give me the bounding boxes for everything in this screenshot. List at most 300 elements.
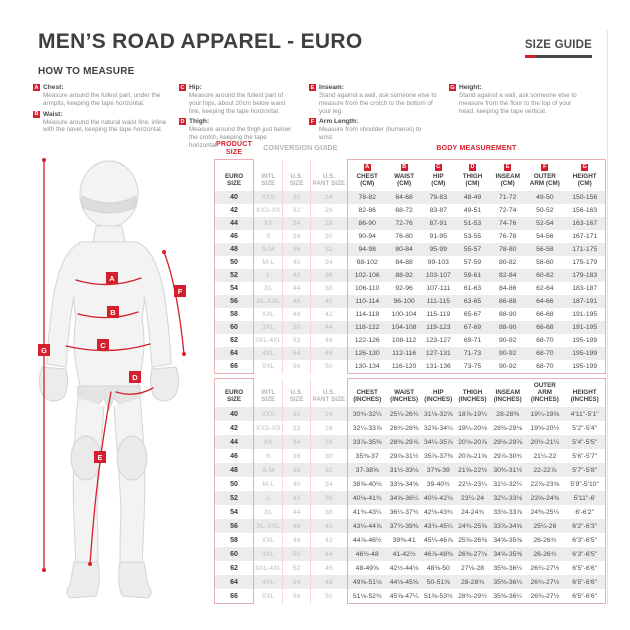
cell: 48 bbox=[215, 463, 254, 477]
cell: 131-136 bbox=[422, 360, 455, 374]
table-row bbox=[215, 435, 606, 449]
cell: 58-60 bbox=[536, 259, 554, 266]
page-header bbox=[38, 30, 592, 54]
cell: 34⅝-35⅜ bbox=[493, 550, 523, 558]
cell: 191-195 bbox=[564, 321, 605, 334]
cell: XXS-XS bbox=[255, 207, 281, 214]
cell: 26¾-28⅜ bbox=[389, 424, 419, 432]
instruction-name: Waist: bbox=[43, 110, 63, 118]
measure-dot bbox=[88, 562, 92, 566]
cell: 26 bbox=[310, 204, 347, 217]
cell: 23⅝-24⅜ bbox=[530, 494, 560, 502]
cell: 167-171 bbox=[564, 230, 605, 243]
cell: 54 bbox=[283, 347, 310, 360]
size-tables bbox=[214, 141, 606, 604]
cell: 40 bbox=[283, 256, 310, 269]
cell: 69-71 bbox=[463, 337, 482, 344]
cell: 51-53 bbox=[463, 220, 482, 227]
table-row bbox=[215, 321, 606, 334]
cell: 56 bbox=[215, 295, 254, 308]
cell: 122-126 bbox=[347, 334, 386, 347]
instruction-text: Measure from shoulder (humerus) to wrist. bbox=[319, 126, 422, 142]
cell: L bbox=[266, 272, 271, 279]
cell: 6'3"-6'5" bbox=[564, 533, 605, 547]
cell: 60 bbox=[215, 547, 254, 561]
letter-chip: E bbox=[505, 164, 510, 170]
cell: 107-111 bbox=[426, 285, 451, 292]
instruction-column bbox=[33, 84, 179, 153]
table-row bbox=[215, 191, 606, 204]
table-group-header-row bbox=[215, 141, 606, 160]
cell: 76-80 bbox=[395, 233, 413, 240]
column-header: THIGH (INCHES) bbox=[455, 379, 490, 408]
column-header: U.S. PANT SIZE bbox=[310, 379, 347, 408]
cell: 100-104 bbox=[391, 311, 417, 318]
letter-chip: F bbox=[543, 164, 547, 170]
cell: 46 bbox=[283, 295, 310, 308]
table-row bbox=[215, 360, 606, 374]
cell: 33⅞-35⅜ bbox=[347, 435, 386, 449]
cell: 30 bbox=[283, 191, 310, 204]
cell: 34 bbox=[310, 256, 347, 269]
instruction-text: Measure around the thigh just below the crotch, keeping the tape horizontal. bbox=[189, 126, 291, 149]
table-row bbox=[215, 204, 606, 217]
cell: 41¾-43¼ bbox=[347, 505, 386, 519]
cell: 37-38⅝ bbox=[347, 463, 386, 477]
cell: 35⅞-37⅜ bbox=[423, 452, 453, 460]
cell: 22-22⅞ bbox=[533, 466, 557, 474]
cell: 34 bbox=[283, 435, 310, 449]
table-row bbox=[215, 505, 606, 519]
cell: 34 bbox=[310, 477, 347, 491]
cell: 31½-32¼ bbox=[493, 480, 523, 488]
cell: 52 bbox=[283, 334, 310, 347]
right-knee-pad bbox=[117, 436, 147, 480]
letter-chip: G bbox=[582, 164, 587, 170]
cell: 19¼-19⅝ bbox=[530, 410, 560, 418]
cell: 50 bbox=[215, 256, 254, 269]
cell: 26-26¾ bbox=[533, 550, 557, 558]
cell: 42 bbox=[310, 533, 347, 547]
cell: 48 bbox=[310, 347, 347, 360]
column-header: HIP (INCHES) bbox=[422, 379, 455, 408]
cell: 32 bbox=[283, 421, 310, 435]
cell: 48 bbox=[215, 243, 254, 256]
cell: 44 bbox=[283, 505, 310, 519]
cell: 71-73 bbox=[463, 350, 482, 357]
column-header: U.S. PANT SIZE bbox=[310, 160, 347, 192]
cell: 30 bbox=[310, 230, 347, 243]
how-to-measure-heading: HOW TO MEASURE bbox=[38, 66, 135, 77]
table-row bbox=[215, 243, 606, 256]
cell: XXS bbox=[261, 194, 276, 201]
cell: 36 bbox=[310, 269, 347, 282]
cell: 20⅞-21⅝ bbox=[458, 452, 487, 460]
letter-chip: D bbox=[180, 118, 185, 125]
svg-text:C: C bbox=[100, 341, 106, 350]
cell: 195-199 bbox=[564, 347, 605, 360]
figure-label-inseam bbox=[94, 451, 106, 463]
cell: XXL bbox=[261, 536, 275, 544]
cell: 126-130 bbox=[347, 347, 386, 360]
cell: 78-80 bbox=[499, 246, 517, 253]
cell: 68-72 bbox=[395, 207, 413, 214]
cell: 20½-21¼ bbox=[530, 438, 560, 446]
cell: 38 bbox=[310, 282, 347, 295]
letter-chip: E bbox=[310, 84, 315, 91]
cell: 40 bbox=[310, 519, 347, 533]
cell: 56-58 bbox=[536, 246, 554, 253]
cell: 44 bbox=[215, 435, 254, 449]
cell: XL bbox=[264, 508, 273, 516]
cell: 175-179 bbox=[564, 256, 605, 269]
column-header: OUTER ARM (INCHES) bbox=[525, 379, 564, 408]
cell: 5XL bbox=[262, 363, 275, 371]
table-row bbox=[215, 308, 606, 321]
cell: 5XL bbox=[262, 592, 275, 600]
cell: 32⅝-34¼ bbox=[423, 424, 453, 432]
left-boot bbox=[67, 562, 99, 598]
cell: 56 bbox=[215, 519, 254, 533]
column-header: U.S. SIZE bbox=[283, 379, 310, 408]
table-row bbox=[215, 282, 606, 295]
cell: 88-90 bbox=[499, 311, 517, 318]
cell: 112-116 bbox=[392, 350, 417, 357]
cell: 187-191 bbox=[564, 295, 605, 308]
size-guide-tab[interactable]: SIZE GUIDE bbox=[525, 39, 592, 58]
cell: 90-94 bbox=[347, 230, 386, 243]
cell: 68-70 bbox=[536, 350, 554, 357]
cell: 55-57 bbox=[463, 246, 482, 253]
cell: 50 bbox=[283, 321, 310, 334]
cell: 108-112 bbox=[391, 337, 417, 344]
cell: 30 bbox=[310, 449, 347, 463]
cell: 35⅜-36¼ bbox=[490, 589, 525, 604]
size-table-inches bbox=[214, 378, 606, 604]
cell: 90-92 bbox=[499, 337, 517, 344]
instruction-text: Measure around the fullest part of your hips, about 20cm below waist line, keeping the tape horizontal. bbox=[189, 92, 286, 115]
cell: 41-42½ bbox=[392, 550, 416, 558]
cell: 28⅜-29⅞ bbox=[389, 438, 419, 446]
column-header: WAIST (INCHES) bbox=[387, 379, 422, 408]
cell: 6'3"-6'5" bbox=[564, 547, 605, 561]
cell: 68-70 bbox=[536, 337, 554, 344]
letter-chip: G bbox=[450, 84, 455, 91]
cell: 42 bbox=[215, 421, 254, 435]
cell: 40⅛-41¾ bbox=[347, 491, 386, 505]
figure-label-hip bbox=[97, 339, 109, 351]
column-header: INTL SIZE bbox=[261, 389, 276, 403]
cell: 106-110 bbox=[347, 282, 386, 295]
cell: 42 bbox=[283, 269, 310, 282]
cell: XS bbox=[263, 220, 273, 227]
instruction-text: Stand against a wall, ask someone else to measure from the crotch to the bottom of your leg. bbox=[319, 92, 437, 115]
cell: 18⅞-19¼ bbox=[458, 410, 487, 418]
cell: 52 bbox=[215, 491, 254, 505]
cell: 44⅞-46½ bbox=[347, 533, 386, 547]
cell: 26¾-27½ bbox=[530, 564, 560, 572]
cell: 28¾-29½ bbox=[455, 589, 490, 604]
column-header: B WAIST (CM) bbox=[387, 160, 422, 192]
table-row bbox=[215, 449, 606, 463]
cell: 24-24¾ bbox=[460, 508, 485, 516]
cell: 28-28¾ bbox=[460, 578, 485, 586]
cell: 110-114 bbox=[347, 295, 386, 308]
cell: 64-66 bbox=[536, 298, 554, 305]
cell: 66-68 bbox=[536, 311, 554, 318]
cell: 40 bbox=[215, 191, 254, 204]
cell: 32¼-33⅛ bbox=[493, 494, 523, 502]
group-header-conversion-guide: CONVERSION GUIDE bbox=[263, 145, 338, 152]
cell: 25¼-26¾ bbox=[389, 410, 419, 418]
cell: 90-92 bbox=[499, 350, 517, 357]
cell: 38 bbox=[310, 505, 347, 519]
cell: 44 bbox=[310, 547, 347, 561]
cell: 24 bbox=[310, 191, 347, 204]
cell: 50-51⅝ bbox=[426, 578, 450, 586]
table-row bbox=[215, 589, 606, 604]
cell: 34⅝-36¼ bbox=[389, 494, 419, 502]
cell: 50 bbox=[310, 360, 347, 374]
right-glove bbox=[150, 367, 178, 401]
cell: 20⅛-20⅞ bbox=[458, 438, 487, 446]
cell: 74-76 bbox=[499, 220, 517, 227]
cell: 6'5"-6'6" bbox=[564, 575, 605, 589]
cell: 32 bbox=[310, 463, 347, 477]
cell: 61-63 bbox=[463, 285, 482, 292]
cell: 91-95 bbox=[429, 233, 447, 240]
cell: 26¾-27½ bbox=[530, 578, 560, 586]
cell: 32 bbox=[283, 204, 310, 217]
table-row bbox=[215, 547, 606, 561]
cell: 28⅜-29⅛ bbox=[493, 424, 523, 432]
cell: 42½-44⅛ bbox=[389, 564, 419, 572]
cell: 24⅜-25¼ bbox=[530, 508, 560, 516]
cell: 53-55 bbox=[463, 233, 482, 240]
cell: 58 bbox=[215, 533, 254, 547]
cell: 46 bbox=[310, 561, 347, 575]
cell: 40½-42⅛ bbox=[423, 494, 453, 502]
cell: 48-49 bbox=[463, 194, 482, 201]
table-row bbox=[215, 295, 606, 308]
cell: 5'2"-5'4" bbox=[564, 421, 605, 435]
measure-instruction-armlength bbox=[309, 118, 437, 142]
instruction-name: Thigh: bbox=[189, 118, 210, 126]
measure-instruction-waist bbox=[33, 111, 167, 135]
cell: 66 bbox=[215, 360, 254, 374]
measure-instruction-height bbox=[449, 84, 581, 115]
column-header: A CHEST (CM) bbox=[347, 160, 386, 192]
cell: 35⅜-36¼ bbox=[493, 564, 523, 572]
cell: 36 bbox=[283, 449, 310, 463]
cell: 66-68 bbox=[536, 324, 554, 331]
letter-chip: B bbox=[34, 111, 39, 118]
cell: 30 bbox=[283, 407, 310, 421]
cell: 3XL-4XL bbox=[255, 337, 282, 344]
cell: 32 bbox=[310, 243, 347, 256]
cell: 98-102 bbox=[347, 256, 386, 269]
cell: 6'5"-6'6" bbox=[564, 589, 605, 604]
column-header: D THIGH (CM) bbox=[455, 160, 490, 192]
table-row bbox=[215, 269, 606, 282]
cell: 44 bbox=[283, 282, 310, 295]
cell: 28 bbox=[310, 217, 347, 230]
cell: 30¾-31½ bbox=[493, 466, 523, 474]
cell: 50 bbox=[310, 589, 347, 604]
table-row bbox=[215, 421, 606, 435]
cell: 68-70 bbox=[525, 360, 564, 374]
cell: 21¼-22 bbox=[533, 452, 557, 460]
page-right-divider bbox=[607, 30, 608, 605]
cell: 4XL bbox=[262, 578, 275, 586]
cell: 64 bbox=[215, 575, 254, 589]
cell: 103-107 bbox=[425, 272, 451, 279]
cell: 26⅜-27⅛ bbox=[458, 550, 487, 558]
cell: 72-74 bbox=[499, 207, 517, 214]
size-table-cm bbox=[214, 141, 606, 374]
cell: 36 bbox=[310, 491, 347, 505]
cell: 5'9"-5'10" bbox=[564, 477, 605, 491]
cell: 48 bbox=[283, 308, 310, 321]
cell: 31⅛-32⅝ bbox=[423, 410, 453, 418]
cell: 36 bbox=[283, 230, 310, 243]
cell: 37⅜-39 bbox=[426, 466, 450, 474]
cell: 4'11"-5'1" bbox=[564, 407, 605, 421]
instruction-name: Height: bbox=[459, 84, 482, 91]
instruction-name: Inseam: bbox=[319, 84, 344, 91]
cell: 54 bbox=[283, 575, 310, 589]
cell: 115-119 bbox=[426, 311, 451, 318]
cell: 56 bbox=[283, 589, 310, 604]
cell: 35⅜-36¼ bbox=[493, 578, 523, 586]
cell: 38⅝-40⅛ bbox=[347, 477, 386, 491]
page-title: MEN’S ROAD APPAREL - EURO bbox=[38, 30, 363, 53]
cell: S-M bbox=[262, 466, 275, 474]
cell: 50-52 bbox=[536, 207, 554, 214]
cell: 73-75 bbox=[455, 360, 490, 374]
cell: 179-183 bbox=[564, 269, 605, 282]
cell: 38 bbox=[283, 243, 310, 256]
cell: 46 bbox=[215, 230, 254, 243]
cell: 119-123 bbox=[426, 324, 451, 331]
cell: 39⅜-41 bbox=[392, 536, 416, 544]
cell: 4XL bbox=[262, 350, 275, 357]
cell: 35⅜-37 bbox=[347, 449, 386, 463]
letter-chip: C bbox=[180, 84, 185, 91]
cell: 171-175 bbox=[564, 243, 605, 256]
cell: XL-XXL bbox=[256, 298, 280, 305]
cell: 52 bbox=[215, 269, 254, 282]
cell: 95-99 bbox=[429, 246, 447, 253]
group-header-body-measurement: BODY MEASUREMENT bbox=[436, 144, 517, 152]
figure-label-height bbox=[38, 344, 50, 356]
cell: 90-92 bbox=[490, 360, 525, 374]
cell: 26¾-27½ bbox=[525, 589, 564, 604]
cell: 50 bbox=[215, 477, 254, 491]
cell: 45⅝-47¼ bbox=[387, 589, 422, 604]
cell: 42 bbox=[215, 204, 254, 217]
cell: 28 bbox=[310, 435, 347, 449]
cell: 183-187 bbox=[564, 282, 605, 295]
cell: 86-88 bbox=[499, 298, 517, 305]
cell: 84-88 bbox=[395, 259, 413, 266]
cell: 116-120 bbox=[387, 360, 422, 374]
cell: 32¼-33⅞ bbox=[347, 421, 386, 435]
column-header: HEIGHT (INCHES) bbox=[564, 379, 605, 408]
cell: 28-28⅜ bbox=[496, 410, 520, 418]
cell: M-L bbox=[262, 259, 275, 266]
instruction-text: Stand against a wall, ask someone else to measure from the floor to the top of your head, keeping the tape vertical. bbox=[459, 92, 577, 115]
figure-label-chest bbox=[106, 272, 118, 284]
cell: 191-195 bbox=[564, 308, 605, 321]
table-row bbox=[215, 561, 606, 575]
cell: 46½-48 bbox=[347, 547, 386, 561]
cell: 96-100 bbox=[393, 298, 415, 305]
cell: S bbox=[265, 233, 271, 240]
cell: 88-92 bbox=[395, 272, 413, 279]
cell: 60 bbox=[215, 321, 254, 334]
table-row bbox=[215, 477, 606, 491]
table-row bbox=[215, 519, 606, 533]
cell: XL-XXL bbox=[256, 522, 280, 530]
cell: 23¼-24 bbox=[460, 494, 485, 502]
cell: 54-56 bbox=[536, 233, 554, 240]
table-row bbox=[215, 491, 606, 505]
cell: 80-82 bbox=[499, 259, 517, 266]
cell: 26-26¾ bbox=[533, 536, 557, 544]
svg-text:G: G bbox=[41, 346, 47, 355]
cell: 46 bbox=[310, 334, 347, 347]
cell: 66 bbox=[215, 589, 254, 604]
cell: 33⅞-34⅝ bbox=[493, 522, 523, 530]
instruction-name: Arm Length: bbox=[319, 118, 359, 126]
column-header: INTL SIZE bbox=[261, 173, 276, 187]
cell: 44 bbox=[310, 321, 347, 334]
table-row bbox=[215, 463, 606, 477]
cell: 49-51 bbox=[463, 207, 482, 214]
instruction-text: Measure around the fullest part, under the armpits, keeping the tape horizontal. bbox=[43, 92, 161, 107]
cell: 114-118 bbox=[347, 308, 386, 321]
cell: 33⅛-34⅝ bbox=[389, 480, 419, 488]
cell: 156-163 bbox=[564, 204, 605, 217]
cell: 50 bbox=[283, 547, 310, 561]
cell: 49⅝-51⅛ bbox=[347, 575, 386, 589]
column-header: CHEST (INCHES) bbox=[347, 379, 386, 408]
cell: XXL bbox=[261, 311, 275, 318]
cell: 58 bbox=[215, 308, 254, 321]
cell: 24 bbox=[310, 407, 347, 421]
cell: 3XL-4XL bbox=[255, 564, 282, 572]
svg-text:E: E bbox=[97, 453, 103, 462]
cell: 29⅞-30¾ bbox=[493, 452, 523, 460]
right-boot bbox=[119, 562, 151, 598]
cell: 40 bbox=[310, 295, 347, 308]
letter-chip: B bbox=[402, 164, 407, 170]
cell: 150-156 bbox=[564, 191, 605, 204]
cell: 127-131 bbox=[425, 350, 451, 357]
cell: 54 bbox=[215, 282, 254, 295]
svg-text:D: D bbox=[132, 373, 138, 382]
cell: 64-68 bbox=[395, 194, 413, 201]
cell: 3XL bbox=[262, 324, 275, 331]
cell: 52 bbox=[283, 561, 310, 575]
svg-text:F: F bbox=[177, 287, 183, 296]
cell: 118-122 bbox=[347, 321, 386, 334]
figure-label-thigh bbox=[129, 371, 141, 383]
letter-chip: C bbox=[436, 164, 441, 170]
cell: 25¼-26 bbox=[533, 522, 557, 530]
measure-instruction-hip bbox=[179, 84, 297, 115]
